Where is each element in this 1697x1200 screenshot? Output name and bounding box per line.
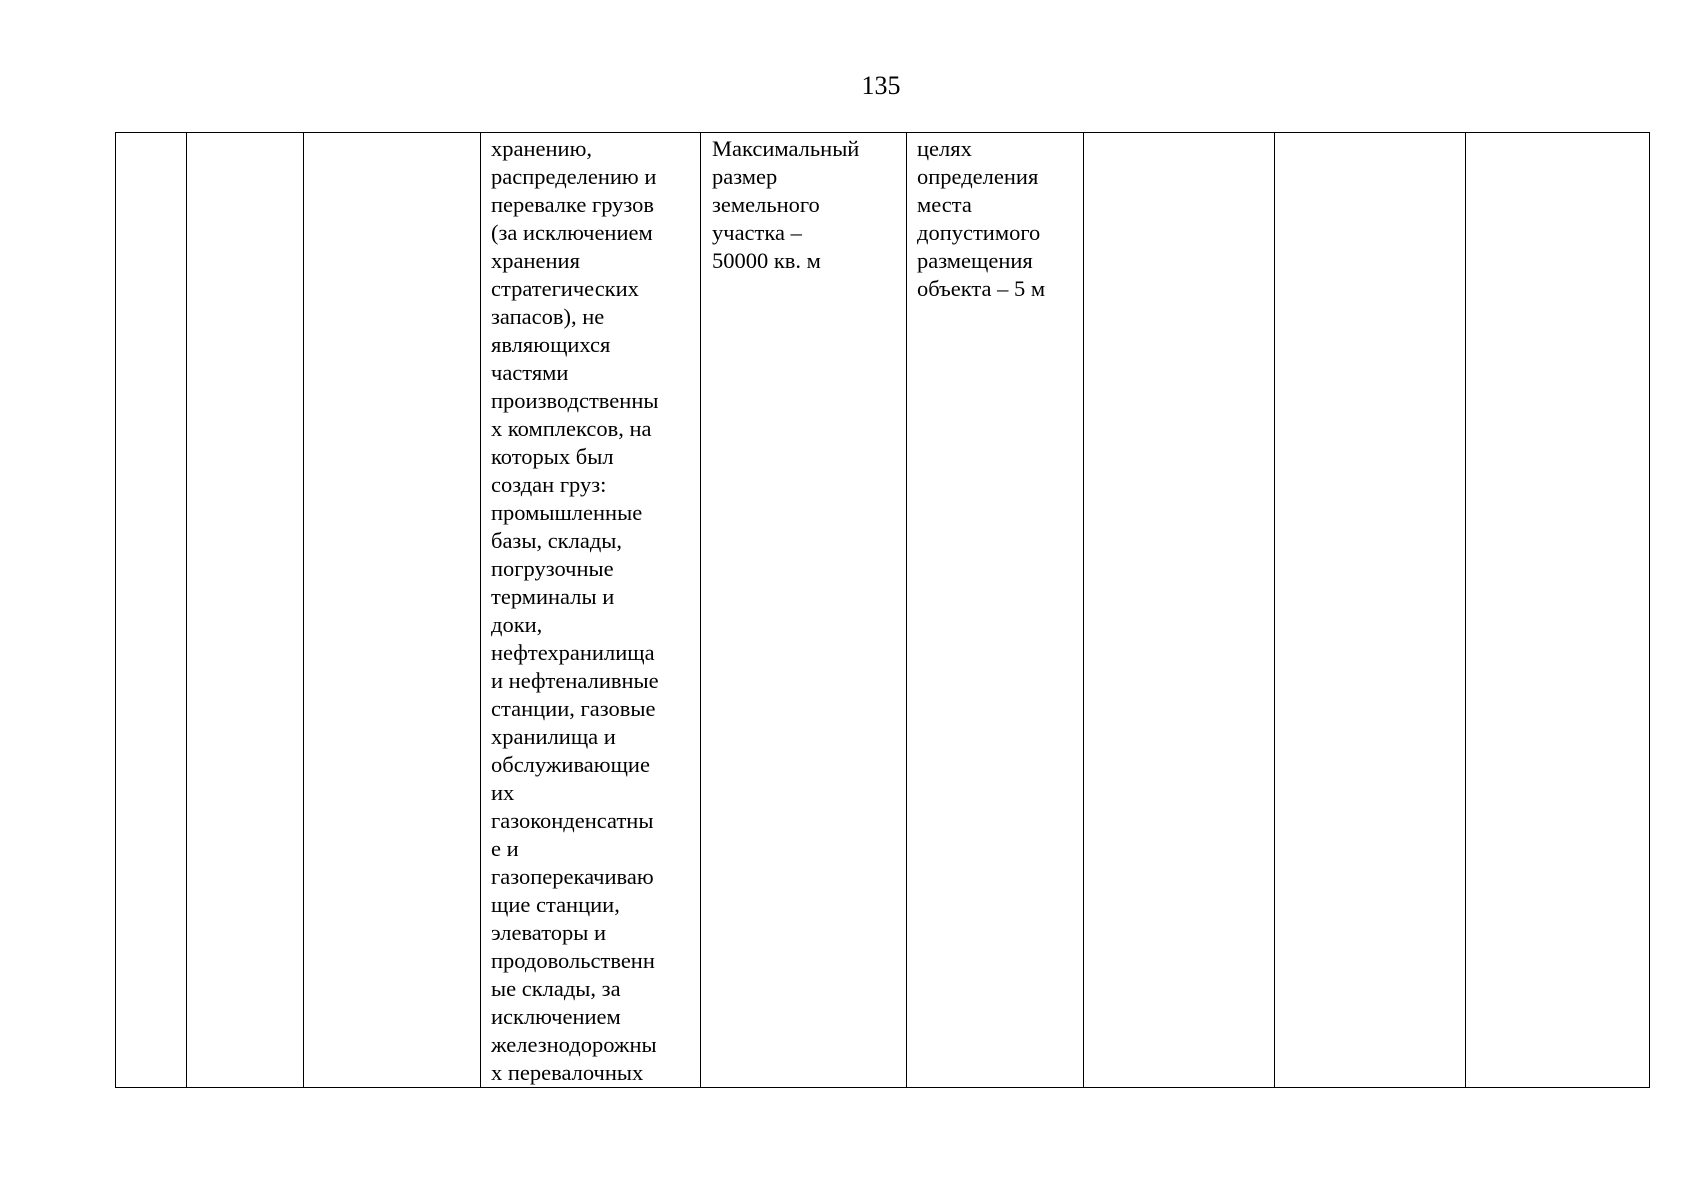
- cell-text-col-7: [1084, 133, 1274, 135]
- table-cell-col-5: [701, 133, 907, 1088]
- document-table: [115, 132, 1650, 1088]
- cell-text-purpose-description: хранению, распределению и перевалке грузов (за исключением хранения стратегических запасов), не являющихся частями производственны х комплексов, на которых был создан груз: промышленные базы, склады, погрузочные терминалы и доки, нефтехранилища и нефтеналивные станции, газовые хранилища и обслуживающие их газоконденсатны е и газоперекачиваю щие станции, элеваторы и продовольственн ые склады, за исключением железнодорожны х перевалочных: [491, 136, 659, 1085]
- cell-text-col-3: [304, 133, 480, 135]
- cell-text-setback: целях определения места допустимого размещения объекта – 5 м: [917, 136, 1046, 301]
- cell-text-col-1: [116, 133, 186, 135]
- table-cell-col-7: [1084, 133, 1275, 1088]
- table-cell-col-9: [1466, 133, 1650, 1088]
- cell-text-col-9: [1466, 133, 1649, 135]
- table-cell-col-1: [116, 133, 187, 1088]
- table-cell-col-8: [1275, 133, 1466, 1088]
- table-cell-col-4: [481, 133, 701, 1088]
- table-cell-col-2: [187, 133, 304, 1088]
- cell-text-col-8: [1275, 133, 1465, 135]
- table-cell-col-6: [907, 133, 1084, 1088]
- table-row: [116, 133, 1650, 1088]
- cell-text-col-2: [187, 133, 303, 135]
- table-cell-col-3: [304, 133, 481, 1088]
- cell-text-max-plot-size: Максимальный размер земельного участка – 50000 кв. м: [712, 136, 860, 273]
- page-number: 135: [861, 71, 901, 100]
